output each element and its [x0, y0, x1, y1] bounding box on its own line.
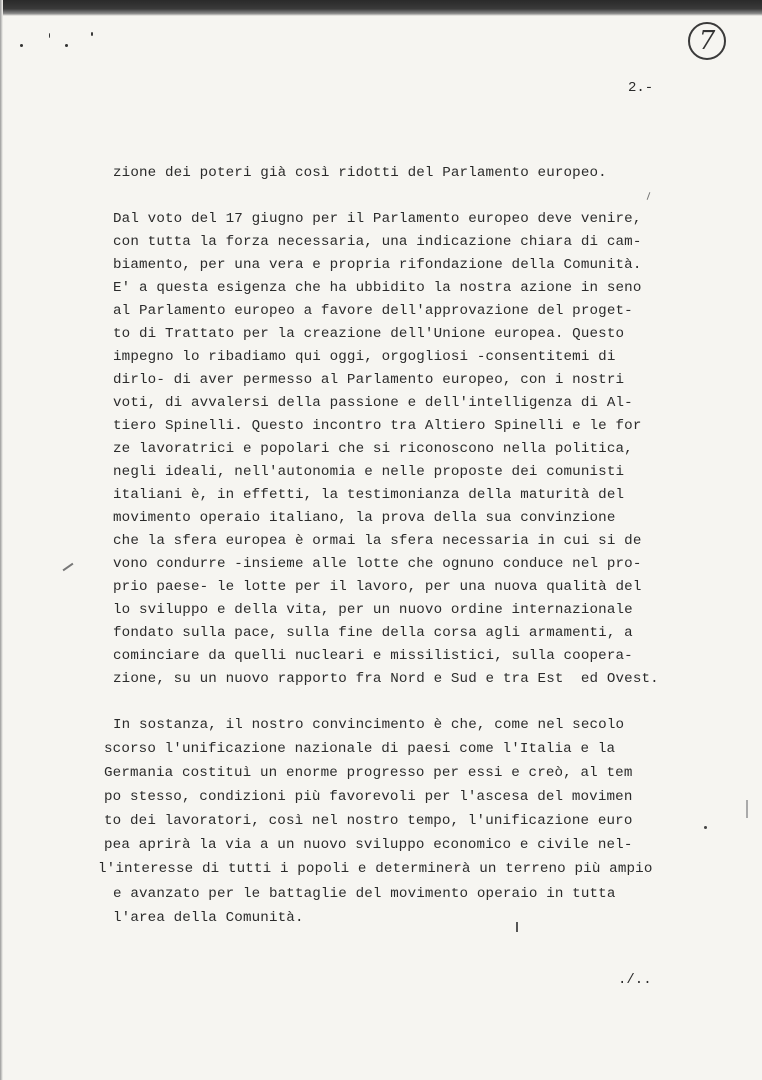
margin-mark	[63, 563, 74, 572]
text-line: vono condurre -insieme alle lotte che ognuno conduce nel pro-	[113, 556, 642, 572]
scan-speck	[65, 44, 68, 47]
text-line: scorso l'unificazione nazionale di paesi come l'Italia e la	[104, 741, 616, 757]
text-line: tiero Spinelli. Questo incontro tra Altiero Spinelli e le for	[113, 418, 642, 434]
text-line: l'area della Comunità.	[113, 910, 304, 926]
text-line: prio paese- le lotte per il lavoro, per una nuova qualità del	[113, 579, 642, 595]
text-line: to di Trattato per la creazione dell'Unione europea. Questo	[113, 326, 625, 342]
text-line: dirlo- di aver permesso al Parlamento europeo, con i nostri	[113, 372, 625, 388]
page-stamp: 7	[688, 22, 726, 60]
text-line: movimento operaio italiano, la prova della sua convinzione	[113, 510, 616, 526]
text-line: impegno lo ribadiamo qui oggi, orgogliosi -consentitemi di	[113, 349, 616, 365]
text-line: zione dei poteri già così ridotti del Parlamento europeo.	[113, 165, 607, 181]
text-line: italiani è, in effetti, la testimonianza della maturità del	[113, 487, 625, 503]
scan-left-edge	[0, 0, 3, 1080]
text-line: lo sviluppo e della vita, per un nuovo ordine internazionale	[113, 602, 633, 618]
text-line: biamento, per una vera e propria rifondazione della Comunità.	[113, 257, 642, 273]
text-line: po stesso, condizioni più favorevoli per l'ascesa del movimen	[104, 789, 633, 805]
text-line: l'interesse di tutti i popoli e determinerà un terreno più ampio	[98, 861, 653, 877]
text-line: zione, su un nuovo rapporto fra Nord e Sud e tra Est ed Ovest.	[113, 671, 659, 687]
margin-mark	[647, 192, 651, 200]
scan-speck	[49, 33, 50, 38]
text-line: E' a questa esigenza che ha ubbidito la nostra azione in seno	[113, 280, 642, 296]
text-line: Germania costituì un enorme progresso per essi e creò, al tem	[104, 765, 633, 781]
scan-speck	[20, 44, 23, 47]
text-line: cominciare da quelli nucleari e missilistici, sulla coopera-	[113, 648, 633, 664]
margin-mark	[704, 826, 707, 829]
text-line: fondato sulla pace, sulla fine della corsa agli armamenti, a	[113, 625, 633, 641]
text-line: che la sfera europea è ormai la sfera necessaria in cui si de	[113, 533, 642, 549]
scan-top-edge	[0, 0, 762, 16]
margin-mark	[516, 922, 518, 932]
text-line: to dei lavoratori, così nel nostro tempo, l'unificazione euro	[104, 813, 633, 829]
scan-speck	[91, 32, 93, 36]
margin-mark	[746, 800, 748, 818]
text-line: con tutta la forza necessaria, una indicazione chiara di cam-	[113, 234, 642, 250]
text-line: ze lavoratrici e popolari che si riconoscono nella politica,	[113, 441, 633, 457]
text-line: Dal voto del 17 giugno per il Parlamento europeo deve venire,	[113, 211, 642, 227]
text-line: voti, di avvalersi della passione e dell'intelligenza di Al-	[113, 395, 633, 411]
text-line: pea aprirà la via a un nuovo sviluppo economico e civile nel-	[104, 837, 633, 853]
text-line: al Parlamento europeo a favore dell'approvazione del proget-	[113, 303, 633, 319]
text-line: In sostanza, il nostro convincimento è che, come nel secolo	[113, 717, 625, 733]
text-line: negli ideali, nell'autonomia e nelle proposte dei comunisti	[113, 464, 625, 480]
continuation-mark: ./..	[618, 972, 652, 988]
page-number: 2.-	[628, 80, 654, 96]
text-line: e avanzato per le battaglie del movimento operaio in tutta	[113, 886, 616, 902]
